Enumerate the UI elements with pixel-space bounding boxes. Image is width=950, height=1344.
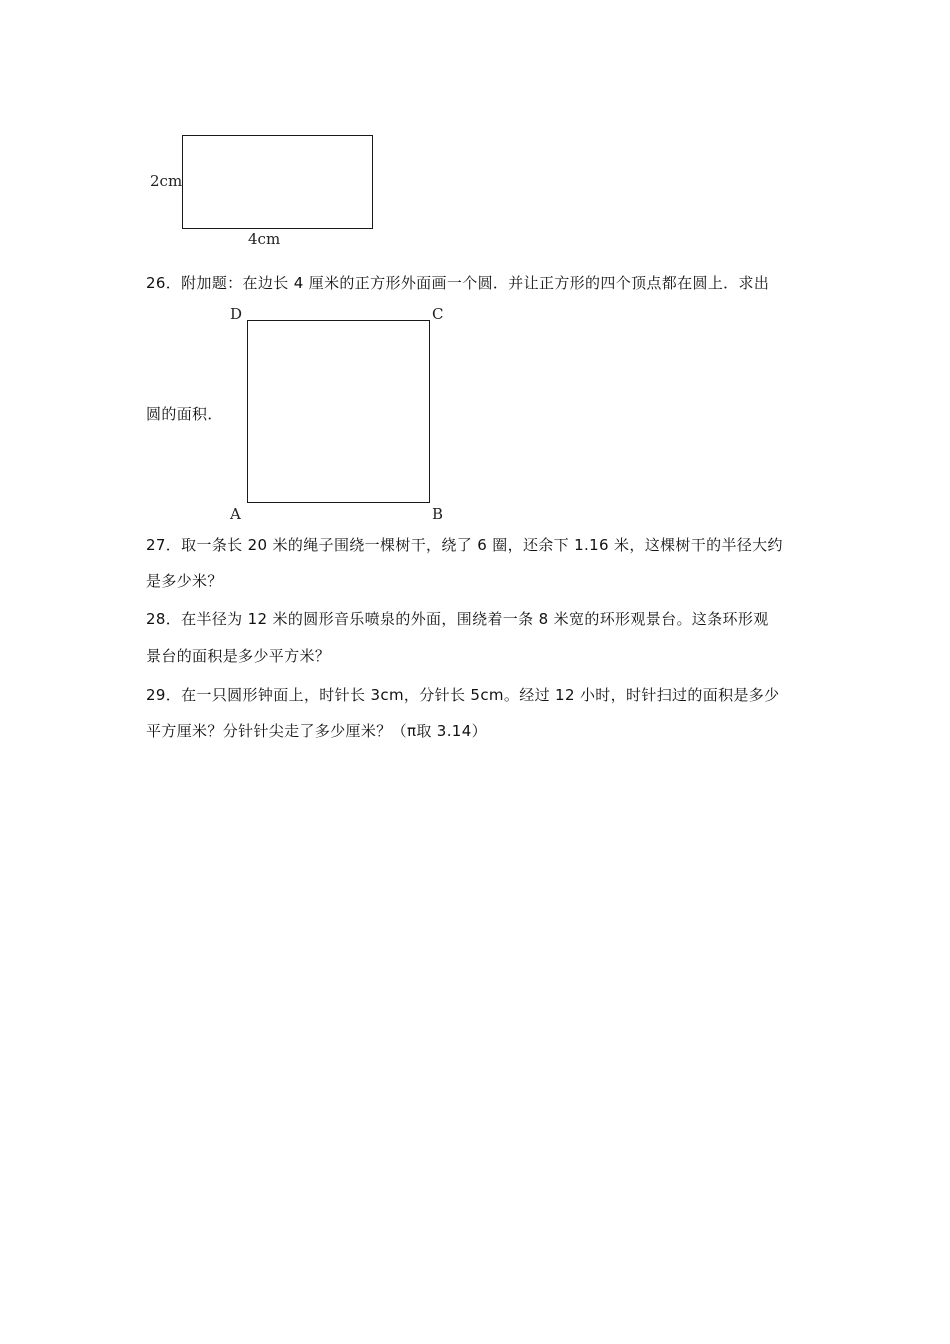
vertex-label-c: C xyxy=(432,305,444,323)
question-27-line-1: 27．取一条长 20 米的绳子围绕一棵树干，绕了 6 圈，还余下 1.16 米，这棵树干的半径大约 xyxy=(146,536,783,554)
question-29-line-2: 平方厘米？分针针尖走了多少厘米？（π取 3.14） xyxy=(146,722,487,740)
question-26-line-2: 圆的面积． xyxy=(146,405,223,423)
vertex-label-b: B xyxy=(432,505,444,523)
question-27-line-2: 是多少米？ xyxy=(146,572,223,590)
square-shape xyxy=(247,320,430,503)
question-29-line-1: 29．在一只圆形钟面上，时针长 3cm，分针长 5cm。经过 12 小时，时针扫过的面积是多少 xyxy=(146,686,780,704)
rectangle-height-label: 2cm xyxy=(150,172,183,190)
vertex-label-a: A xyxy=(230,505,241,523)
question-28-line-2: 景台的面积是多少平方米？ xyxy=(146,647,331,665)
rectangle-width-label: 4cm xyxy=(248,230,281,248)
question-28-line-1: 28．在半径为 12 米的圆形音乐喷泉的外面，围绕着一条 8 米宽的环形观景台。这条环形观 xyxy=(146,610,769,628)
rectangle-shape xyxy=(182,135,373,229)
question-26-line-1: 26．附加题：在边长 4 厘米的正方形外面画一个圆．并让正方形的四个顶点都在圆上．求出 xyxy=(146,274,770,292)
vertex-label-d: D xyxy=(230,305,243,323)
